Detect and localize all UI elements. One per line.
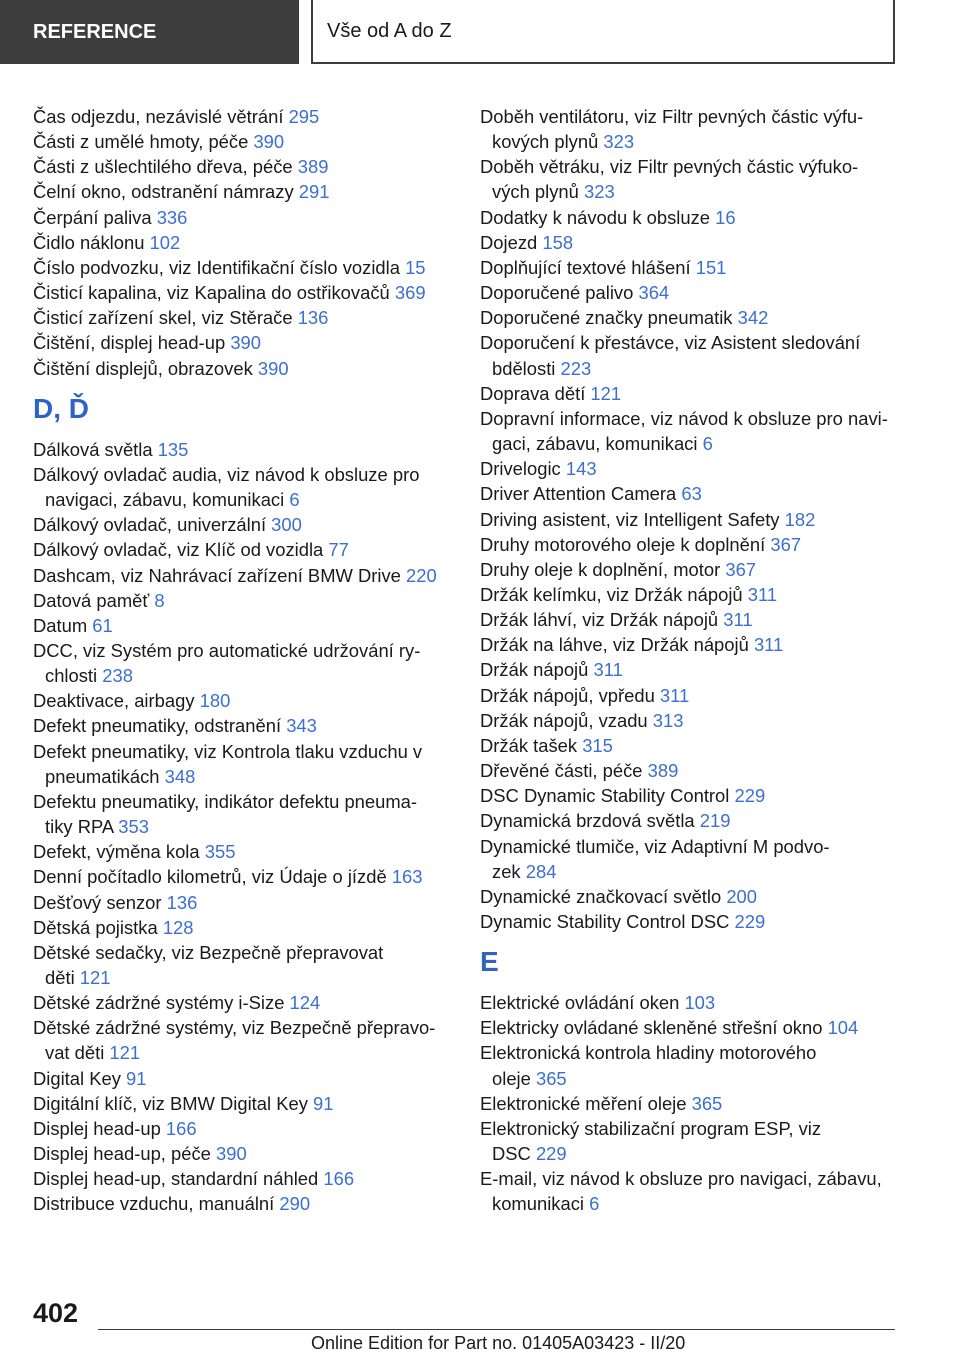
entry-term: Doporučení k přestávce, viz Asistent sledování bbox=[480, 332, 861, 354]
entry-term: Displej head-up, péče bbox=[33, 1143, 216, 1165]
index-entry bbox=[480, 532, 900, 557]
index-entry bbox=[33, 1116, 453, 1141]
entry-term-continued: děti bbox=[45, 967, 80, 988]
page-reference-link[interactable]: 61 bbox=[92, 614, 113, 636]
entry-term: Čisticí kapalina, viz Kapalina do ostřikovačů bbox=[33, 282, 395, 304]
page-reference-link[interactable]: 229 bbox=[734, 911, 766, 932]
page-reference-link[interactable]: 369 bbox=[394, 282, 426, 304]
page-reference-link[interactable]: 343 bbox=[286, 715, 317, 737]
entry-term: DCC, viz Systém pro automatické udržování ry- bbox=[33, 639, 421, 661]
entry-term: Displej head-up bbox=[33, 1117, 166, 1139]
page-reference-link[interactable]: 389 bbox=[297, 156, 329, 178]
page-reference-link[interactable]: 291 bbox=[298, 181, 330, 203]
page-reference-link[interactable]: 182 bbox=[784, 508, 816, 530]
page-reference-link[interactable]: 336 bbox=[156, 206, 188, 228]
entry-term: Dětská pojistka bbox=[33, 916, 163, 938]
index-entry bbox=[33, 739, 453, 789]
entry-term: Druhy motorového oleje k doplnění bbox=[480, 533, 771, 555]
entry-term: Elektronické měření oleje bbox=[480, 1092, 692, 1114]
entry-term: Držák nápojů, vzadu bbox=[480, 709, 653, 731]
index-entry bbox=[33, 356, 453, 381]
index-entry bbox=[480, 507, 900, 532]
page-reference-link[interactable]: 311 bbox=[659, 684, 690, 706]
index-entry bbox=[33, 1141, 453, 1166]
page-reference-link[interactable]: 367 bbox=[770, 533, 802, 555]
page-reference-link[interactable]: 63 bbox=[681, 483, 702, 505]
index-entry bbox=[33, 179, 453, 204]
page-reference-link[interactable]: 151 bbox=[695, 256, 727, 278]
index-entry bbox=[480, 808, 900, 833]
entry-term-continued: navigaci, zábavu, komunikaci bbox=[45, 489, 290, 511]
page-reference-link[interactable]: 295 bbox=[288, 106, 320, 127]
page-reference-link[interactable]: 353 bbox=[118, 816, 149, 838]
entry-term: Dynamické tlumiče, viz Adaptivní M podvo- bbox=[480, 835, 830, 857]
index-entry bbox=[480, 305, 900, 330]
index-entry bbox=[33, 305, 453, 330]
index-entry bbox=[33, 330, 453, 355]
entry-term: Dětské zádržné systémy i-Size bbox=[33, 992, 290, 1014]
entry-term: Držák kelímku, viz Držák nápojů bbox=[480, 583, 748, 605]
index-entry bbox=[480, 1091, 900, 1116]
index-entry bbox=[33, 129, 453, 154]
page-reference-link[interactable]: 166 bbox=[323, 1168, 355, 1190]
entry-term: Elektricky ovládané skleněné střešní okno bbox=[480, 1017, 828, 1039]
index-entry bbox=[480, 657, 900, 682]
page-reference-link[interactable]: 311 bbox=[593, 659, 623, 681]
entry-term-continued: vých plynů bbox=[492, 181, 584, 203]
page-reference-link[interactable]: 102 bbox=[149, 231, 181, 253]
entry-term: Digitální klíč, viz BMW Digital Key bbox=[33, 1092, 314, 1114]
index-entry bbox=[480, 733, 900, 758]
page-reference-link[interactable]: 163 bbox=[391, 866, 423, 888]
index-entry bbox=[480, 783, 900, 808]
index-entry bbox=[480, 154, 900, 204]
entry-term: Datum bbox=[33, 614, 93, 636]
entry-term: Držák na láhve, viz Držák nápojů bbox=[480, 634, 754, 656]
page-reference-link[interactable]: 390 bbox=[253, 131, 285, 153]
entry-term: Doběh ventilátoru, viz Filtr pevných částic výfu- bbox=[480, 106, 864, 127]
index-entry bbox=[33, 205, 453, 230]
entry-term: Dešťový senzor bbox=[33, 891, 167, 913]
page-reference-link[interactable]: 229 bbox=[535, 1143, 567, 1165]
entry-term-continued: vat děti bbox=[45, 1042, 110, 1064]
entry-term: Datová paměť bbox=[33, 589, 155, 611]
index-entry bbox=[33, 1166, 453, 1191]
entry-term: Držák nápojů bbox=[480, 659, 594, 681]
page-reference-link[interactable]: 342 bbox=[737, 307, 769, 329]
index-entry bbox=[33, 638, 453, 688]
entry-term: Driver Attention Camera bbox=[480, 483, 682, 505]
entry-term-continued: pneumatikách bbox=[45, 765, 165, 787]
entry-term-continued: DSC bbox=[492, 1143, 536, 1165]
page-number: 402 bbox=[33, 1298, 79, 1328]
index-entry bbox=[33, 537, 453, 562]
page-reference-link[interactable]: 121 bbox=[109, 1042, 141, 1064]
entry-term: Číslo podvozku, viz Identifikační číslo vozidla bbox=[33, 256, 406, 278]
entry-term: Defekt pneumatiky, viz Kontrola tlaku vzduchu v bbox=[33, 740, 423, 762]
index-entry bbox=[33, 713, 453, 738]
entry-term: Drivelogic bbox=[480, 458, 566, 480]
index-entry bbox=[33, 1066, 453, 1091]
entry-term: Dětské zádržné systémy, viz Bezpečně přepravo- bbox=[33, 1017, 436, 1039]
page-reference-link[interactable]: 390 bbox=[230, 332, 261, 354]
page-reference-link[interactable]: 143 bbox=[565, 458, 597, 480]
index-entry bbox=[33, 280, 453, 305]
entry-term: Dynamické značkovací světlo bbox=[480, 885, 727, 907]
page-reference-link[interactable]: 315 bbox=[582, 734, 613, 756]
entry-term: Elektronický stabilizační program ESP, viz bbox=[480, 1117, 822, 1139]
page-reference-link[interactable]: 390 bbox=[216, 1143, 247, 1165]
entry-term: Elektrické ovládání oken bbox=[480, 992, 685, 1014]
page-reference-link[interactable]: 238 bbox=[102, 665, 133, 687]
index-entry bbox=[33, 789, 453, 839]
index-entry bbox=[33, 688, 453, 713]
index-entry bbox=[480, 708, 900, 733]
entry-term-continued: oleje bbox=[492, 1067, 536, 1089]
page-reference-link[interactable]: 166 bbox=[165, 1117, 197, 1139]
page-reference-link[interactable]: 6 bbox=[589, 1193, 600, 1215]
page-reference-link[interactable]: 158 bbox=[542, 231, 574, 253]
entry-term-continued: zek bbox=[492, 860, 526, 882]
index-entry bbox=[33, 437, 453, 462]
page-reference-link[interactable]: 135 bbox=[157, 438, 189, 460]
entry-term: Denní počítadlo kilometrů, viz Údaje o jízdě bbox=[33, 866, 392, 888]
index-entry bbox=[33, 839, 453, 864]
index-entry bbox=[480, 456, 900, 481]
entry-term-continued: kových plynů bbox=[492, 131, 604, 153]
page-reference-link[interactable]: 367 bbox=[725, 558, 757, 580]
index-entry bbox=[480, 909, 900, 934]
page-reference-link[interactable]: 311 bbox=[753, 634, 784, 656]
entry-term: Dálkový ovladač audia, viz návod k obsluze pro bbox=[33, 463, 420, 485]
index-entry bbox=[480, 557, 900, 582]
page-reference-link[interactable]: 389 bbox=[647, 760, 679, 782]
entry-term: Dynamic Stability Control DSC bbox=[480, 911, 735, 932]
index-entry bbox=[480, 607, 900, 632]
page-reference-link[interactable]: 390 bbox=[257, 357, 289, 379]
entry-term: Dálkový ovladač, viz Klíč od vozidla bbox=[33, 539, 329, 561]
page-reference-link[interactable]: 290 bbox=[279, 1193, 311, 1215]
index-entry bbox=[33, 255, 453, 280]
entry-term: Doporučené značky pneumatik bbox=[480, 307, 738, 329]
index-entry bbox=[480, 481, 900, 506]
index-entry bbox=[480, 406, 900, 456]
footer-divider bbox=[98, 1329, 895, 1330]
entry-term-continued: chlosti bbox=[45, 665, 103, 687]
index-entry bbox=[480, 632, 900, 657]
page-reference-link[interactable]: 103 bbox=[684, 992, 716, 1014]
index-entry bbox=[33, 990, 453, 1015]
index-entry bbox=[480, 683, 900, 708]
entry-term: Části z umělé hmoty, péče bbox=[33, 131, 254, 153]
page-reference-link[interactable]: 8 bbox=[154, 589, 165, 611]
page-reference-link[interactable]: 128 bbox=[162, 916, 194, 938]
page-reference-link[interactable]: 348 bbox=[164, 765, 196, 787]
entry-term: DSC Dynamic Stability Control bbox=[480, 785, 735, 807]
entry-term: Čidlo náklonu bbox=[33, 231, 150, 253]
index-entry bbox=[480, 280, 900, 305]
section-letter: E bbox=[480, 946, 499, 978]
index-entry bbox=[480, 230, 900, 255]
entry-term: Čištění displejů, obrazovek bbox=[33, 357, 258, 379]
entry-term: Defektu pneumatiky, indikátor defektu pneuma- bbox=[33, 790, 418, 812]
page-reference-link[interactable]: 223 bbox=[560, 357, 592, 379]
entry-term: Čisticí zařízení skel, viz Stěrače bbox=[33, 307, 298, 329]
page-reference-link[interactable]: 229 bbox=[734, 785, 766, 807]
entry-term: Čelní okno, odstranění námrazy bbox=[33, 181, 299, 203]
entry-term: Doporučené palivo bbox=[480, 282, 639, 304]
page-reference-link[interactable]: 220 bbox=[406, 564, 437, 586]
entry-term: Dojezd bbox=[480, 231, 543, 253]
entry-term: Čerpání paliva bbox=[33, 206, 157, 228]
page-reference-link[interactable]: 77 bbox=[328, 539, 349, 561]
page-reference-link[interactable]: 365 bbox=[535, 1067, 567, 1089]
index-entry bbox=[33, 890, 453, 915]
index-entry bbox=[480, 104, 900, 154]
index-entry bbox=[33, 104, 453, 129]
page-reference-link[interactable]: 365 bbox=[691, 1092, 723, 1114]
page-reference-link[interactable]: 311 bbox=[723, 609, 753, 631]
index-entry bbox=[480, 990, 900, 1015]
entry-term: Části z ušlechtilého dřeva, péče bbox=[33, 156, 298, 178]
entry-term: Doprava dětí bbox=[480, 382, 591, 404]
index-entry bbox=[480, 381, 900, 406]
page-reference-link[interactable]: 6 bbox=[702, 433, 713, 455]
entry-term: Dashcam, viz Nahrávací zařízení BMW Drive bbox=[33, 564, 407, 586]
index-entry bbox=[480, 330, 900, 380]
index-entry bbox=[33, 864, 453, 889]
entry-term: Doběh větráku, viz Filtr pevných částic výfuko- bbox=[480, 156, 859, 178]
index-entry bbox=[33, 588, 453, 613]
page-reference-link[interactable]: 91 bbox=[313, 1092, 334, 1114]
entry-term: Distribuce vzduchu, manuální bbox=[33, 1193, 280, 1215]
index-entry bbox=[480, 582, 900, 607]
index-entry bbox=[33, 1091, 453, 1116]
index-entry bbox=[480, 205, 900, 230]
page-reference-link[interactable]: 323 bbox=[603, 131, 635, 153]
page-reference-link[interactable]: 15 bbox=[405, 256, 426, 278]
index-entry bbox=[33, 613, 453, 638]
page-reference-link[interactable]: 136 bbox=[166, 891, 198, 913]
entry-term: Digital Key bbox=[33, 1067, 127, 1089]
page-reference-link[interactable]: 16 bbox=[715, 206, 736, 228]
entry-term: Dřevěné části, péče bbox=[480, 760, 648, 782]
page-reference-link[interactable]: 121 bbox=[79, 967, 111, 988]
page-reference-link[interactable]: 313 bbox=[652, 709, 684, 731]
page-reference-link[interactable]: 355 bbox=[204, 841, 236, 863]
entry-term: Dětské sedačky, viz Bezpečně přepravovat bbox=[33, 941, 384, 963]
entry-term-continued: tiky RPA bbox=[45, 816, 119, 838]
entry-term: E-mail, viz návod k obsluze pro navigaci, zábavu, bbox=[480, 1168, 882, 1190]
entry-term: Elektronická kontrola hladiny motorového bbox=[480, 1042, 817, 1064]
index-entry bbox=[33, 154, 453, 179]
entry-term: Displej head-up, standardní náhled bbox=[33, 1168, 324, 1190]
index-entry bbox=[33, 915, 453, 940]
page-reference-link[interactable]: 6 bbox=[289, 489, 300, 511]
edition-note: Online Edition for Part no. 01405A03423 - II/20 bbox=[311, 1333, 686, 1353]
entry-term-continued: gaci, zábavu, komunikaci bbox=[492, 433, 703, 455]
entry-term: Čas odjezdu, nezávislé větrání bbox=[33, 106, 289, 127]
page-reference-link[interactable]: 121 bbox=[590, 382, 622, 404]
index-column-left bbox=[33, 104, 453, 1217]
page-reference-link[interactable]: 311 bbox=[747, 583, 778, 605]
index-entry bbox=[33, 462, 453, 512]
page-reference-link[interactable]: 300 bbox=[271, 514, 302, 536]
page-reference-link[interactable]: 219 bbox=[699, 810, 731, 832]
index-entry bbox=[33, 940, 453, 990]
entry-term: Čištění, displej head-up bbox=[33, 332, 231, 354]
entry-term: Druhy oleje k doplnění, motor bbox=[480, 558, 726, 580]
index-entry bbox=[33, 1015, 453, 1065]
entry-term: Defekt pneumatiky, odstranění bbox=[33, 715, 287, 737]
entry-term: Dopravní informace, viz návod k obsluze pro navi- bbox=[480, 407, 888, 429]
entry-term: Driving asistent, viz Intelligent Safety bbox=[480, 508, 785, 530]
page-reference-link[interactable]: 91 bbox=[126, 1067, 147, 1089]
page-reference-link[interactable]: 364 bbox=[638, 282, 670, 304]
page-header bbox=[0, 0, 960, 66]
index-entry bbox=[33, 230, 453, 255]
page-reference-link[interactable]: 136 bbox=[297, 307, 329, 329]
page-reference-link[interactable]: 323 bbox=[584, 181, 615, 203]
entry-term-continued: komunikaci bbox=[492, 1193, 590, 1215]
index-column-right bbox=[480, 104, 900, 1217]
page-reference-link[interactable]: 200 bbox=[726, 885, 758, 907]
index-entry bbox=[480, 1116, 900, 1166]
section-tab: REFERENCE bbox=[0, 0, 299, 64]
entry-term: Dynamická brzdová světla bbox=[480, 810, 700, 832]
index-entry bbox=[480, 758, 900, 783]
entry-term: Doplňující textové hlášení bbox=[480, 256, 696, 278]
index-entry bbox=[33, 1191, 453, 1216]
index-entry bbox=[33, 512, 453, 537]
entry-term: Držák láhví, viz Držák nápojů bbox=[480, 609, 724, 631]
page-reference-link[interactable]: 124 bbox=[289, 992, 321, 1014]
page-reference-link[interactable]: 104 bbox=[827, 1017, 859, 1039]
index-entry bbox=[480, 1015, 900, 1040]
page-reference-link[interactable]: 284 bbox=[525, 860, 557, 882]
entry-term: Držák tašek bbox=[480, 734, 583, 756]
entry-term: Držák nápojů, vpředu bbox=[480, 684, 660, 706]
index-entry bbox=[480, 884, 900, 909]
page-reference-link[interactable]: 180 bbox=[199, 690, 231, 712]
entry-term: Dálková světla bbox=[33, 438, 158, 460]
index-entry bbox=[480, 255, 900, 280]
entry-term: Dodatky k návodu k obsluze bbox=[480, 206, 716, 228]
entry-term-continued: bdělosti bbox=[492, 357, 561, 379]
index-entry bbox=[480, 1040, 900, 1090]
entry-term: Deaktivace, airbagy bbox=[33, 690, 200, 712]
section-letter: D, Ď bbox=[33, 392, 89, 424]
chapter-title: Vše od A do Z bbox=[311, 0, 895, 64]
index-entry bbox=[480, 834, 900, 884]
index-entry bbox=[480, 1166, 900, 1216]
entry-term: Dálkový ovladač, univerzální bbox=[33, 514, 272, 536]
index-entry bbox=[33, 563, 453, 588]
entry-term: Defekt, výměna kola bbox=[33, 841, 205, 863]
